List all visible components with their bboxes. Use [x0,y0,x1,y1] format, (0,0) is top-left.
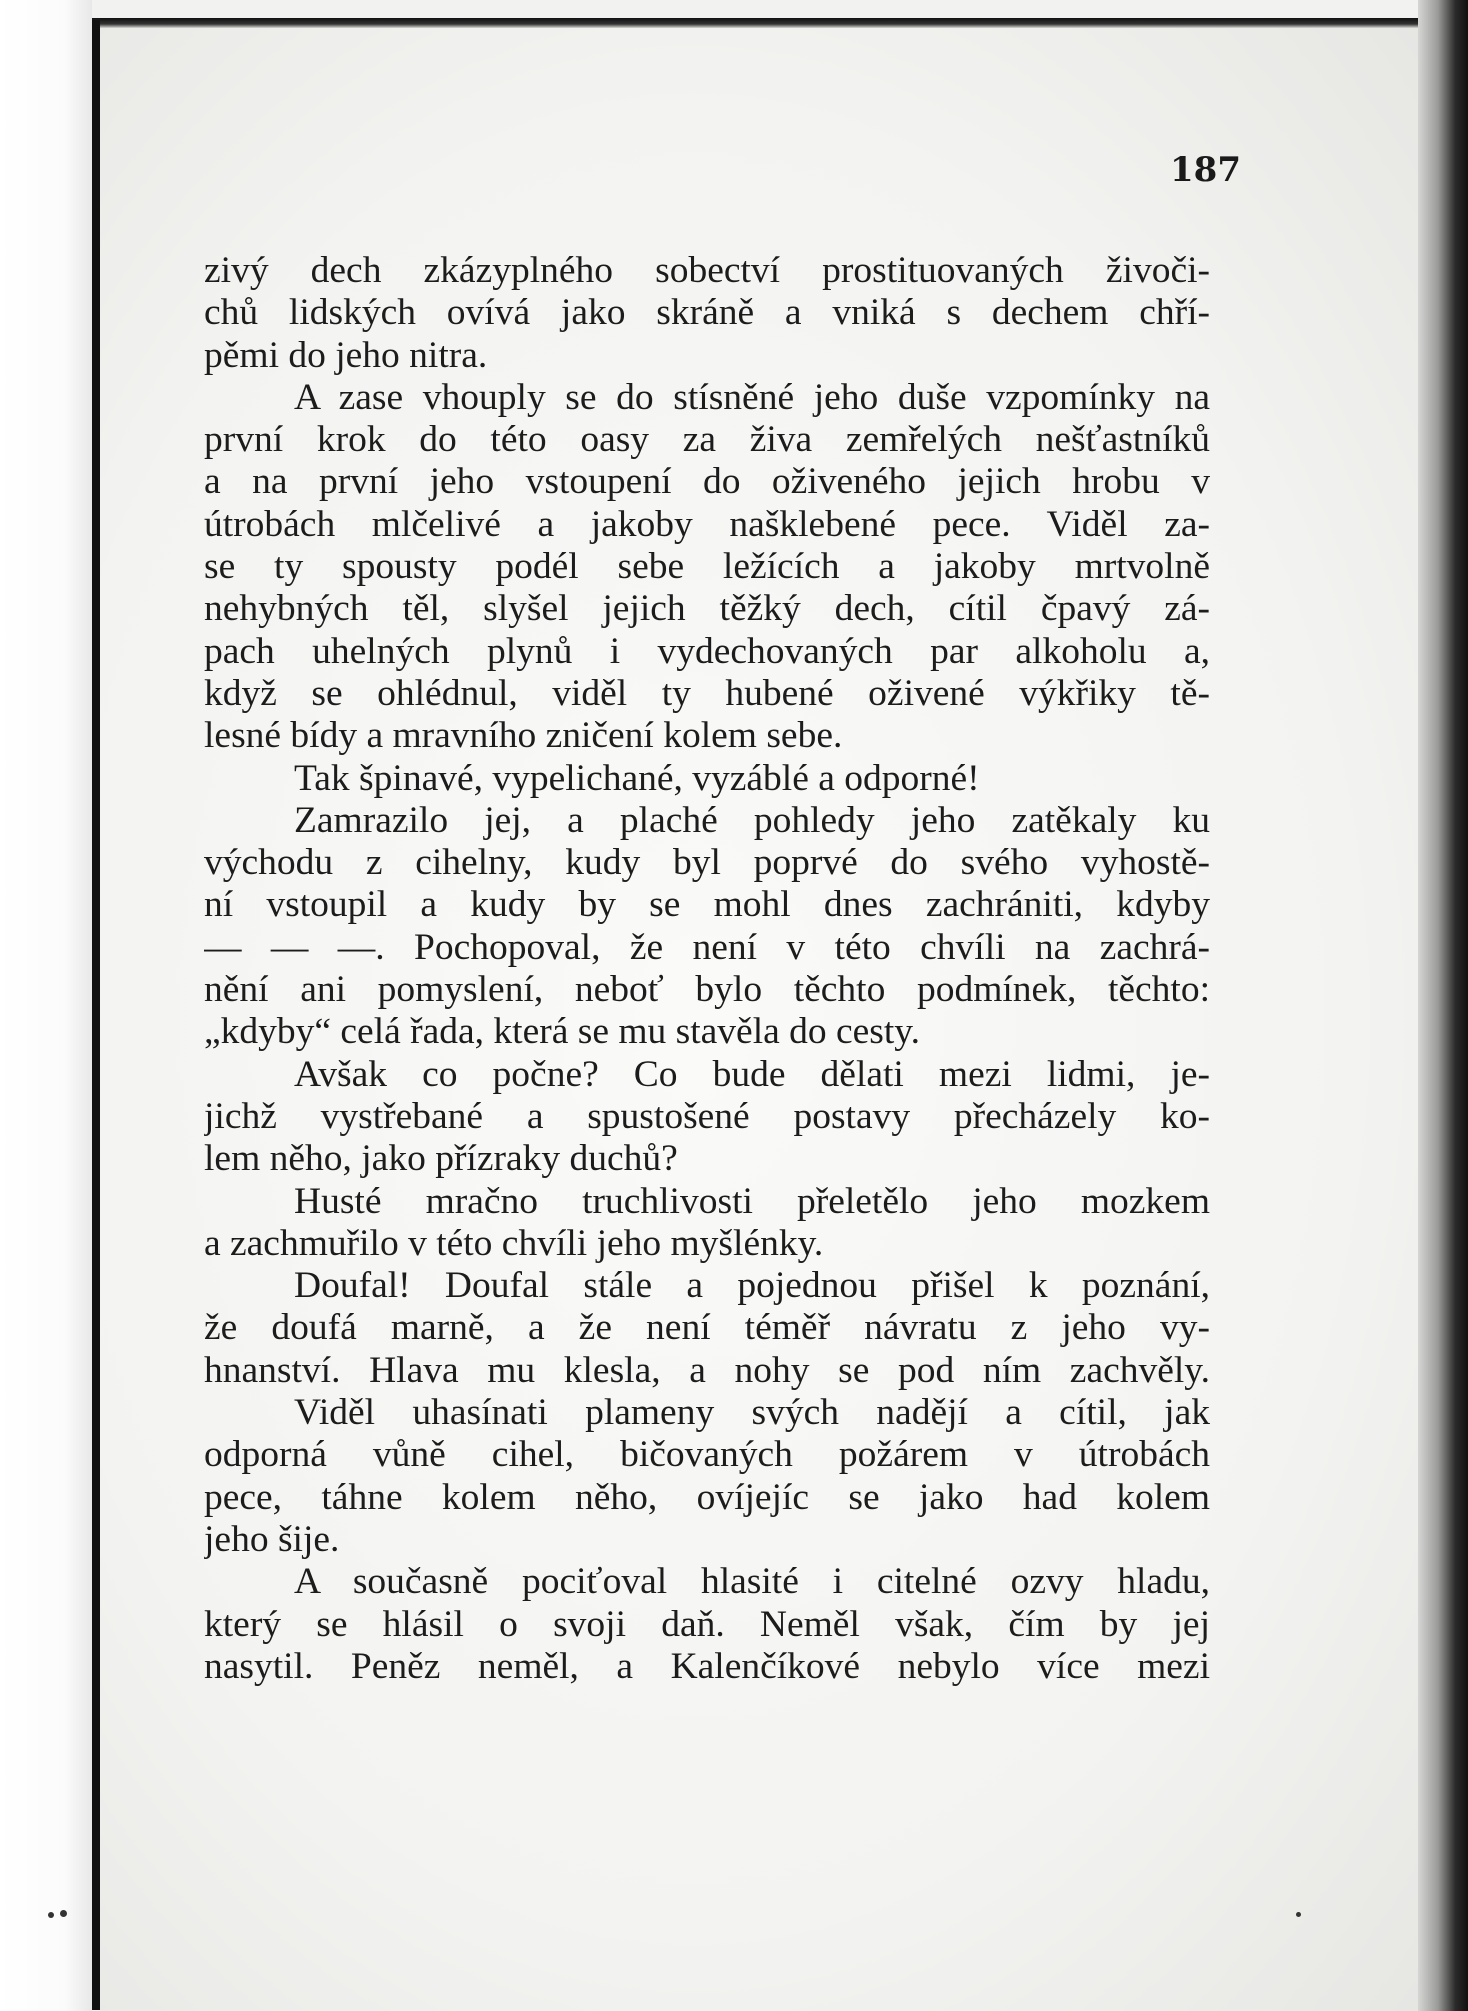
scan-speck [60,1910,67,1917]
text-line: jichž vystřebané a spustošené postavy přecházely ko- [204,1095,1210,1137]
text-line: A zase vhouply se do stísněné jeho duše vzpomínky na [294,376,1210,418]
text-line: východu z cihelny, kudy byl poprvé do svého vyhostě- [204,842,1210,884]
scan-speck [1296,1912,1301,1917]
page-number: 187 [1170,150,1241,190]
text-line: lem něho, jako přízraky duchů? [204,1138,678,1180]
text-line: a zachmuřilo v této chvíli jeho myšlénky. [204,1222,824,1264]
text-line: — — —. Pochopoval, že není v této chvíli na zachrá- [204,926,1210,968]
text-line: když se ohlédnul, viděl ty hubené oživené výkřiky tě- [204,672,1210,714]
text-line: že doufá marně, a že není téměř návratu z jeho vy- [204,1307,1210,1349]
left-margin [0,0,92,2011]
text-line: nění ani pomyslení, neboť bylo těchto podmínek, těchto: [204,969,1210,1011]
text-line: pece, táhne kolem něho, ovíjejíc se jako had kolem [204,1476,1210,1518]
text-line: který se hlásil o svoji daň. Neměl však, čím by jej [204,1603,1210,1645]
text-line: pěmi do jeho nitra. [204,334,488,376]
text-line: hnanství. Hlava mu klesla, a nohy se pod ním zachvěly. [204,1349,1210,1391]
text-line: „kdyby“ celá řada, která se mu stavěla do cesty. [204,1011,920,1053]
text-line: Doufal! Doufal stále a pojednou přišel k poznání, [294,1265,1210,1307]
text-line: zivý dech zkázyplného sobectví prostituovaných živoči- [204,250,1210,291]
text-line: chů lidských ovívá jako skráně a vniká s dechem chří- [204,292,1210,334]
text-line: první krok do této oasy za živa zemřelých nešťastníků [204,419,1210,461]
text-line: ní vstoupil a kudy by se mohl dnes zachrániti, kdyby [204,884,1210,926]
page-right-edge [1418,0,1468,2011]
text-line: Avšak co počne? Co bude dělati mezi lidmi, je- [294,1053,1210,1095]
body-text [204,250,1210,1688]
text-line: A současně pociťoval hlasité i citelné ozvy hladu, [294,1561,1210,1603]
text-line: se ty spousty podél sebe ležících a jakoby mrtvolně [204,546,1210,588]
page-top-edge [92,18,1432,28]
text-line: útrobách mlčelivé a jakoby našklebené pece. Viděl za- [204,503,1210,545]
text-line: Tak špinavé, vypelichané, vyzáblé a odporné! [294,757,980,799]
text-line: Viděl uhasínati plameny svých nadějí a cítil, jak [294,1392,1210,1434]
text-line: nasytil. Peněz neměl, a Kalenčíkové nebylo více mezi [204,1645,1210,1687]
text-line: Zamrazilo jej, a plaché pohledy jeho zatěkaly ku [294,799,1210,841]
text-line: lesné bídy a mravního zničení kolem sebe. [204,715,843,757]
scan-speck [48,1912,54,1918]
text-line: pach uhelných plynů i vydechovaných par alkoholu a, [204,630,1210,672]
text-line: odporná vůně cihel, bičovaných požárem v útrobách [204,1434,1210,1476]
text-line: Husté mračno truchlivosti přeletělo jeho mozkem [294,1180,1210,1222]
text-line: nehybných těl, slyšel jejich těžký dech, cítil čpavý zá- [204,588,1210,630]
text-line: jeho šije. [204,1518,340,1560]
page-left-edge [92,20,100,2010]
text-line: a na první jeho vstoupení do oživeného jejich hrobu v [204,461,1210,503]
